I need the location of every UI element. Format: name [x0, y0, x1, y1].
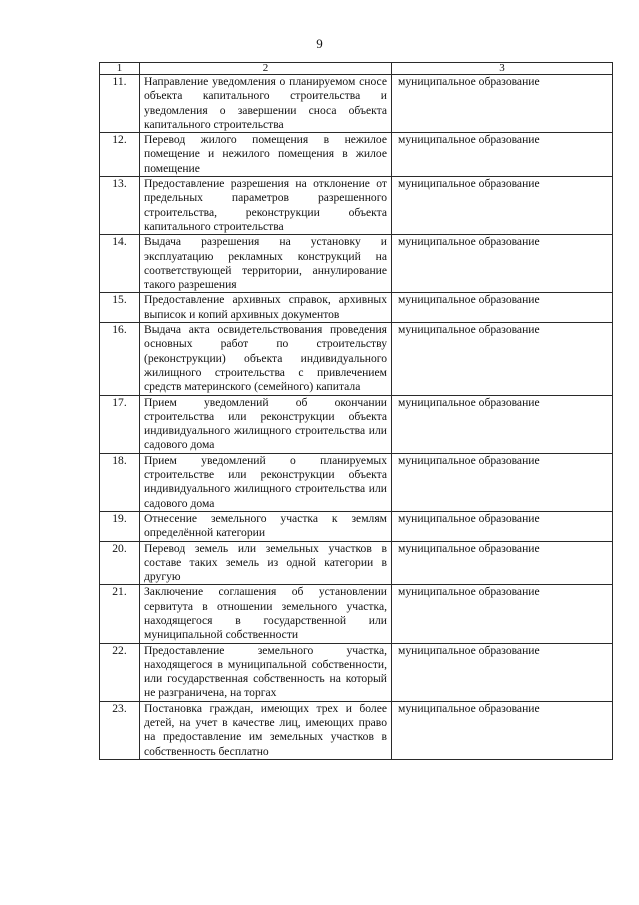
- table-row: [100, 453, 613, 511]
- responsible-authority: муниципальное образование: [392, 541, 613, 585]
- table-row: [100, 511, 613, 541]
- service-description: Прием уведомлений о планируемых строительстве или реконструкции объекта индивидуального жилищного строительства или садового дома: [140, 453, 392, 511]
- service-description: Выдача акта освидетельствования проведения основных работ по строительству (реконструкции) объекта индивидуального жилищного строительства с привлечением средств материнского (семейного) капитала: [140, 323, 392, 395]
- responsible-authority: муниципальное образование: [392, 511, 613, 541]
- row-number: 21.: [100, 585, 140, 643]
- responsible-authority: муниципальное образование: [392, 453, 613, 511]
- row-number: 18.: [100, 453, 140, 511]
- services-table: [99, 62, 613, 760]
- table-row: [100, 133, 613, 177]
- service-description: Постановка граждан, имеющих трех и более детей, на учет в качестве лиц, имеющих право на предоставление им земельных участков в собственность бесплатно: [140, 701, 392, 759]
- table-header: [100, 63, 613, 75]
- column-header-1: 1: [100, 63, 140, 75]
- responsible-authority: муниципальное образование: [392, 395, 613, 453]
- service-description: Направление уведомления о планируемом сносе объекта капитального строительства и уведомления о завершении сноса объекта капитального строительства: [140, 75, 392, 133]
- row-number: 23.: [100, 701, 140, 759]
- row-number: 20.: [100, 541, 140, 585]
- row-number: 11.: [100, 75, 140, 133]
- header-row: [100, 63, 613, 75]
- service-description: Предоставление архивных справок, архивных выписок и копий архивных документов: [140, 293, 392, 323]
- responsible-authority: муниципальное образование: [392, 133, 613, 177]
- table-row: [100, 235, 613, 293]
- table-row: [100, 701, 613, 759]
- row-number: 15.: [100, 293, 140, 323]
- column-header-2: 2: [140, 63, 392, 75]
- responsible-authority: муниципальное образование: [392, 293, 613, 323]
- service-description: Предоставление разрешения на отклонение от предельных параметров разрешенного строительства, реконструкции объекта капитального строительства: [140, 177, 392, 235]
- responsible-authority: муниципальное образование: [392, 75, 613, 133]
- row-number: 19.: [100, 511, 140, 541]
- table-row: [100, 293, 613, 323]
- row-number: 12.: [100, 133, 140, 177]
- service-description: Предоставление земельного участка, находящегося в муниципальной собственности, или государственная собственность на который не разграничена, на торгах: [140, 643, 392, 701]
- table-body: [100, 75, 613, 760]
- table-row: [100, 177, 613, 235]
- page-number: 9: [316, 36, 323, 51]
- service-description: Прием уведомлений об окончании строительства или реконструкции объекта индивидуального жилищного строительства или садового дома: [140, 395, 392, 453]
- responsible-authority: муниципальное образование: [392, 643, 613, 701]
- service-description: Отнесение земельного участка к землям определённой категории: [140, 511, 392, 541]
- row-number: 16.: [100, 323, 140, 395]
- service-description: Перевод земель или земельных участков в составе таких земель из одной категории в другую: [140, 541, 392, 585]
- table-row: [100, 541, 613, 585]
- responsible-authority: муниципальное образование: [392, 323, 613, 395]
- row-number: 22.: [100, 643, 140, 701]
- service-description: Заключение соглашения об установлении сервитута в отношении земельного участка, находящегося в государственной или муниципальной собственности: [140, 585, 392, 643]
- column-header-3: 3: [392, 63, 613, 75]
- table-row: [100, 75, 613, 133]
- responsible-authority: муниципальное образование: [392, 701, 613, 759]
- row-number: 13.: [100, 177, 140, 235]
- table-row: [100, 323, 613, 395]
- responsible-authority: муниципальное образование: [392, 177, 613, 235]
- responsible-authority: муниципальное образование: [392, 585, 613, 643]
- row-number: 14.: [100, 235, 140, 293]
- service-description: Перевод жилого помещения в нежилое помещение и нежилого помещения в жилое помещение: [140, 133, 392, 177]
- table-row: [100, 643, 613, 701]
- table-row: [100, 585, 613, 643]
- table-row: [100, 395, 613, 453]
- service-description: Выдача разрешения на установку и эксплуатацию рекламных конструкций на соответствующей территории, аннулирование такого разрешения: [140, 235, 392, 293]
- row-number: 17.: [100, 395, 140, 453]
- responsible-authority: муниципальное образование: [392, 235, 613, 293]
